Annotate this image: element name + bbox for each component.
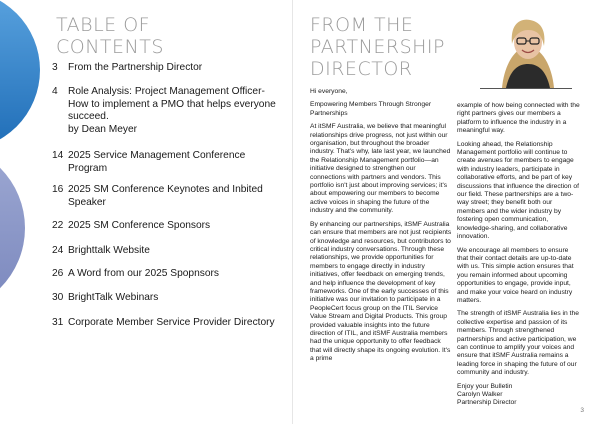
article-paragraph: By enhancing our partnerships, itSMF Australia can ensure that members are not just recipients of knowledge and resources, but contributors to critical industry conversations. Through these relationships, we provide opportunities for members to engage directly in industry initiatives, offer feedback on emerging trends, and help influence the development of key frameworks. One of the early successes of this initiative was our invitation to participate in a PeopleCert focus group on the ITIL Service Value Stream and Digital Products. This group provided valuable insights into the future direction of ITIL, and itSMF Australia members had the unique opportunity to offer feedback that will directly shape its ongoing evolution. It's a prime <box>310 220 452 363</box>
article-heading-line-3: DIRECTOR <box>310 58 413 80</box>
photo-underline <box>480 88 572 89</box>
toc-entry-title: 2025 Service Management Conference Program <box>68 150 246 174</box>
toc-entry-title: From the Partnership Director <box>68 62 203 73</box>
article-signoff <box>457 383 581 408</box>
toc-page-number: 22 <box>52 220 64 231</box>
signoff-role: Partnership Director <box>457 399 517 407</box>
article-heading-line-1: FROM THE <box>310 14 414 36</box>
toc-page-number: 3 <box>52 62 58 73</box>
article-greeting: Hi everyone, <box>310 88 348 95</box>
toc-entry-title: 2025 SM Conference Sponsors <box>68 220 211 231</box>
article-paragraph: example of how being connected with the right partners gives our members a platform to influence the industry in a meaningful way. <box>457 102 580 135</box>
article-column-right <box>457 102 581 408</box>
article-paragraph: Looking ahead, the Relationship Management portfolio will continue to create avenues for members to engage with industry leaders, participate in collaborative efforts, and be part of key discussions that influence the direction of our field. These partnerships are a two-way street; they benefit both our members and the wider industry by fostering open communication, knowledge-sharing, and collaborative innovation. <box>457 140 579 241</box>
article-subtitle: Empowering Members Through Stronger Partnerships <box>310 101 432 117</box>
article-paragraph: We encourage all members to ensure that their contact details are up-to-date with us. This simple action ensures that you remain informed about upcoming opportunities to engage, provide input, and make your voice heard on industry matters. <box>457 246 574 304</box>
author-photo <box>484 8 572 88</box>
toc-entry-title: 2025 SM Conference Keynotes and Inbited Speaker <box>68 184 263 208</box>
author-portrait-illustration <box>484 8 572 88</box>
toc-entry-title: A Word from our 2025 Spopnsors <box>68 268 220 279</box>
toc-page-number: 24 <box>52 245 64 256</box>
signoff-line: Enjoy your Bulletin <box>457 382 513 390</box>
deco-circle-top <box>0 0 40 150</box>
article-heading <box>310 14 480 80</box>
article-heading-line-2: PARTNERSHIP <box>310 36 445 58</box>
page-divider <box>292 0 293 424</box>
toc-page-number: 31 <box>52 317 64 328</box>
toc-entry-title-text: Role Analysis: Project Management Officer- How to implement a PMO that helps everyone succeed. by Dean Meyer <box>68 86 276 135</box>
toc-entry-title <box>68 86 284 136</box>
toc-heading-line-2: CONTENTS <box>56 36 164 58</box>
toc-page-number: 16 <box>52 184 64 195</box>
toc-page-number: 4 <box>52 86 58 97</box>
toc-heading <box>56 14 256 58</box>
article-paragraph: The strength of itSMF Australia lies in the collective expertise and passion of its members. Through strengthened partnerships and active participation, we can continue to amplify your voices and ensure that itSMF Australia remains a leading force in shaping the future of our community and industry. <box>457 310 579 377</box>
toc-entry-title: Corporate Member Service Provider Directory <box>68 317 275 328</box>
article-column-left <box>310 88 452 369</box>
toc-page-number: 14 <box>52 150 64 161</box>
toc-heading-line-1: TABLE OF <box>56 14 151 36</box>
page-number: 3 <box>580 407 584 414</box>
toc-page-number: 26 <box>52 268 64 279</box>
toc-page-number: 30 <box>52 292 64 303</box>
toc-entry-title: Brighttalk Website <box>68 245 150 256</box>
signoff-name: Carolyn Walker <box>457 391 503 398</box>
article-paragraph: At itSMF Australia, we believe that meaningful relationships drive progress, not just within our organisation, but throughout the broader industry. That's why, late last year, we launched the Relationship Management portfolio—an initiative designed to strengthen our connections with partners and vendors. This portfolio isn't just about improving services; it's about empowering our members to become active voices in shaping the future of the industry and the community. <box>310 123 451 215</box>
toc-entry-title: BrightTalk Webinars <box>68 292 159 303</box>
decorative-circles <box>0 0 60 424</box>
deco-circle-bottom <box>0 143 25 313</box>
